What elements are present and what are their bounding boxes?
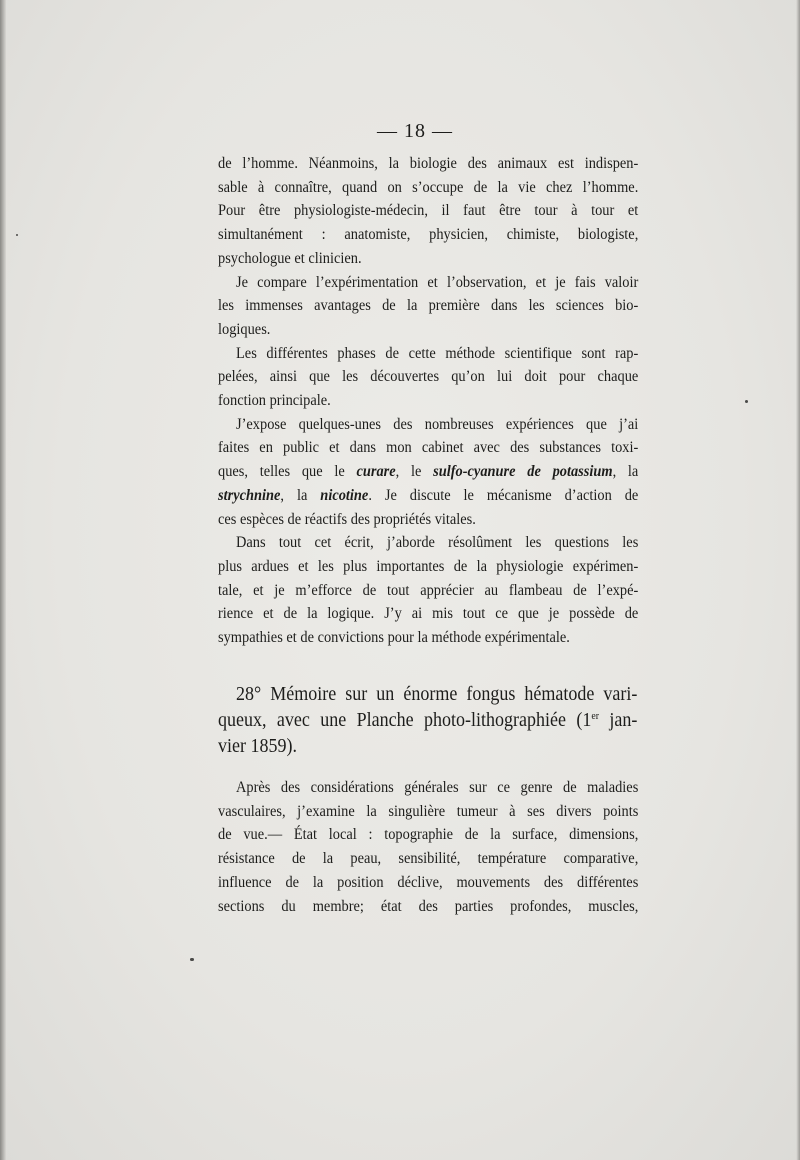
paragraph-6: [218, 776, 638, 918]
text-line: fonction principale.: [218, 392, 331, 410]
paragraph-3: [218, 342, 638, 413]
text-line: sympathies et de convictions pour la méthode expérimentale.: [218, 629, 570, 647]
term-strychnine: strychnine: [218, 486, 281, 504]
text-line: simultanément : anatomiste, physicien, chimiste, biologiste,: [218, 226, 639, 244]
heading-line: 28° Mémoire sur un énorme fongus hématode vari-: [236, 683, 638, 705]
text-line: les immenses avantages de la première dans les sciences bio-: [218, 297, 639, 315]
text-line: de l’homme. Néanmoins, la biologie des animaux est indispen-: [218, 155, 639, 172]
text-fragment: . Je discute le mécanisme d’action de: [368, 486, 639, 504]
heading-line: vier 1859).: [218, 735, 297, 757]
ink-speck: [16, 234, 18, 236]
ink-speck: [745, 400, 748, 403]
text-line: de vue.— État local : topographie de la surface, dimensions,: [218, 826, 639, 844]
text-line: tale, et je m’efforce de tout apprécier au flambeau de l’expé-: [218, 581, 639, 599]
body-text-section-1: [218, 152, 638, 650]
text-line: sable à connaître, quand on s’occupe de la vie chez l’homme.: [218, 178, 639, 196]
page-number: — 18 —: [377, 120, 453, 142]
page-edge-left: [0, 0, 6, 1160]
memoir-heading: [218, 681, 637, 759]
text-line: Pour être physiologiste-médecin, il faut être tour à tour et: [218, 202, 639, 220]
text-line: psychologue et clinicien.: [218, 249, 362, 267]
text-line: rience et de la logique. J’y ai mis tout ce que je possède de: [218, 605, 639, 623]
text-fragment: ques, telles que le: [218, 463, 357, 481]
text-line: logiques.: [218, 320, 271, 338]
page-edge-right: [796, 0, 800, 1160]
term-nicotine: nicotine: [320, 486, 369, 504]
text-line: ces espèces de réactifs des propriétés vitales.: [218, 510, 476, 528]
text-fragment: queux, avec une Planche photo-lithographiée (1: [218, 709, 592, 731]
ordinal-superscript: er: [591, 710, 600, 722]
text-line: [218, 460, 638, 484]
text-line: [218, 484, 638, 508]
paragraph-2: [218, 271, 638, 342]
text-fragment: jan-: [599, 709, 638, 731]
text-line: Après des considérations générales sur ce genre de maladies: [236, 779, 639, 796]
ink-speck: [190, 958, 194, 961]
term-curare: curare: [356, 463, 396, 481]
paragraph-5: [218, 531, 638, 650]
text-line: vasculaires, j’examine la singulière tumeur à ses divers points: [218, 802, 639, 820]
text-line: résistance de la peau, sensibilité, température comparative,: [218, 850, 639, 868]
text-line: J’expose quelques-unes des nombreuses expériences que j’ai: [236, 415, 639, 433]
term-sulfo-cyanure: sulfo-cyanure de potassium: [433, 463, 613, 481]
text-line: Les différentes phases de cette méthode scientifique sont rap-: [236, 344, 639, 362]
text-fragment: , le: [395, 463, 434, 481]
body-text-section-2: [218, 776, 685, 918]
heading-line: [218, 707, 637, 733]
text-line: faites en public et dans mon cabinet avec des substances toxi-: [218, 439, 639, 457]
text-line: influence de la position déclive, mouvements des différentes: [218, 873, 639, 891]
text-line: plus ardues et les plus importantes de la physiologie expérimen-: [218, 557, 639, 575]
paragraph-1: [218, 152, 638, 271]
text-line: sections du membre; état des parties profondes, muscles,: [218, 897, 639, 915]
text-line: pelées, ainsi que les découvertes qu’on lui doit pour chaque: [218, 368, 639, 386]
text-fragment: , la: [612, 463, 639, 481]
text-fragment: , la: [280, 486, 321, 504]
text-line: Dans tout cet écrit, j’aborde résolûment les questions les: [236, 534, 639, 552]
text-line: Je compare l’expérimentation et l’observation, et je fais valoir: [236, 273, 639, 291]
paragraph-4: [218, 413, 638, 532]
